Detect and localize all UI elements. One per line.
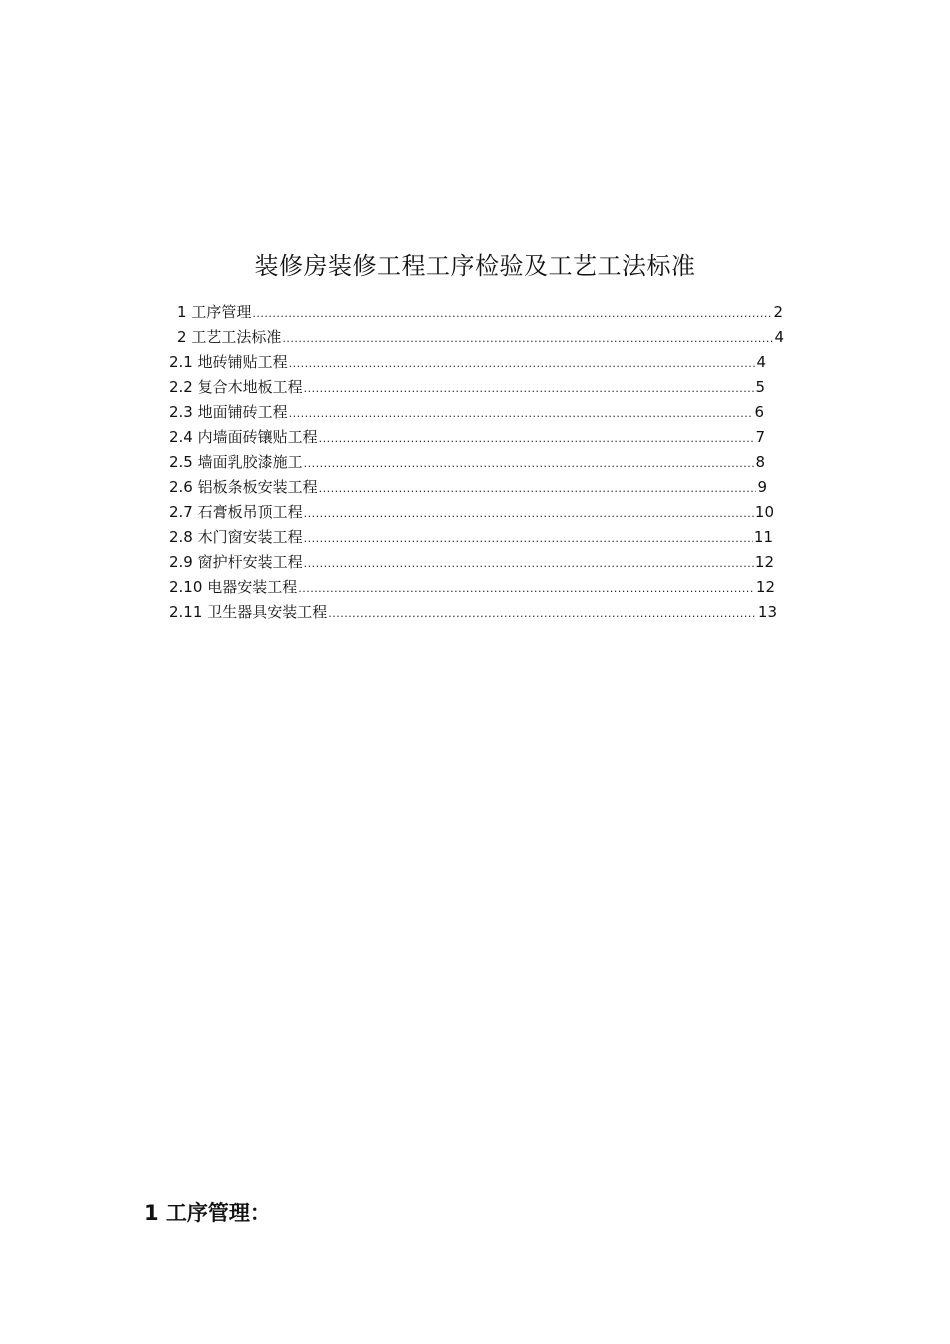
toc-entry-number: 2.11 xyxy=(169,603,203,621)
toc-entry-title: 窗护杆安装工程 xyxy=(197,553,303,571)
toc-entry[interactable] xyxy=(169,550,774,574)
toc-entry-page: 7 xyxy=(755,428,765,446)
toc-entry-number: 2.8 xyxy=(169,528,193,546)
toc-leader-dots xyxy=(298,577,755,601)
toc-entry-title: 木门窗安装工程 xyxy=(197,528,303,546)
toc-entry-page: 13 xyxy=(757,603,777,621)
toc-entry-page: 11 xyxy=(753,528,773,546)
toc-entry[interactable] xyxy=(177,325,784,349)
toc-entry[interactable] xyxy=(177,300,783,324)
toc-entry-number: 2.4 xyxy=(169,428,193,446)
toc-entry[interactable] xyxy=(169,500,774,524)
toc-leader-dots xyxy=(304,377,755,401)
toc-entry-number: 2.3 xyxy=(169,403,193,421)
toc-leader-dots xyxy=(304,452,755,476)
toc-leader-dots xyxy=(304,502,754,526)
toc-entry[interactable] xyxy=(169,400,764,424)
toc-entry-number: 2.9 xyxy=(169,553,193,571)
toc-entry-page: 4 xyxy=(756,353,766,371)
toc-entry-number: 2.6 xyxy=(169,478,193,496)
toc-entry[interactable] xyxy=(169,450,765,474)
toc-entry-title: 石膏板吊顶工程 xyxy=(197,503,303,521)
toc-entry[interactable] xyxy=(169,350,766,374)
toc-leader-dots xyxy=(319,427,755,451)
toc-entry[interactable] xyxy=(169,525,773,549)
toc-leader-dots xyxy=(252,302,772,326)
toc-leader-dots xyxy=(328,602,757,626)
toc-entry-title: 铝板条板安装工程 xyxy=(197,478,318,496)
toc-entry-title: 复合木地板工程 xyxy=(197,378,303,396)
toc-entry-title: 地砖铺贴工程 xyxy=(197,353,288,371)
toc-entry[interactable] xyxy=(169,475,767,499)
toc-entry-title: 工艺工法标准 xyxy=(191,328,282,346)
toc-entry-number: 2.1 xyxy=(169,353,193,371)
toc-entry-title: 电器安装工程 xyxy=(207,578,298,596)
toc-entry-number: 2.10 xyxy=(169,578,203,596)
toc-entry-number: 2.2 xyxy=(169,378,193,396)
section-heading: 1 工序管理： xyxy=(144,1201,271,1226)
toc-leader-dots xyxy=(282,327,773,351)
toc-entry-number: 2 xyxy=(177,328,187,346)
toc-entry-title: 墙面乳胶漆施工 xyxy=(197,453,303,471)
toc-entry-page: 4 xyxy=(774,328,784,346)
toc-leader-dots xyxy=(289,352,756,376)
toc-entry-page: 9 xyxy=(757,478,767,496)
toc-entry-page: 10 xyxy=(754,503,774,521)
toc-entry-number: 1 xyxy=(177,303,187,321)
toc-entry-number: 2.7 xyxy=(169,503,193,521)
toc-entry-title: 内墙面砖镶贴工程 xyxy=(197,428,318,446)
toc-entry-page: 12 xyxy=(754,553,774,571)
toc-leader-dots xyxy=(319,477,757,501)
toc-leader-dots xyxy=(289,402,754,426)
toc-entry-page: 6 xyxy=(754,403,764,421)
toc-entry-page: 5 xyxy=(755,378,765,396)
toc-entry[interactable] xyxy=(169,375,765,399)
toc-entry-number: 2.5 xyxy=(169,453,193,471)
toc-leader-dots xyxy=(304,552,754,576)
document-title: 装修房装修工程工序检验及工艺工法标准 xyxy=(254,252,696,281)
toc-entry[interactable] xyxy=(169,575,775,599)
toc-entry[interactable] xyxy=(169,425,765,449)
toc-entry-title: 工序管理 xyxy=(191,303,252,321)
toc-entry-page: 2 xyxy=(773,303,783,321)
toc-entry[interactable] xyxy=(169,600,777,624)
toc-leader-dots xyxy=(304,527,753,551)
toc-entry-page: 12 xyxy=(755,578,775,596)
toc-entry-title: 地面铺砖工程 xyxy=(197,403,288,421)
toc-entry-title: 卫生器具安装工程 xyxy=(207,603,328,621)
toc-entry-page: 8 xyxy=(755,453,765,471)
